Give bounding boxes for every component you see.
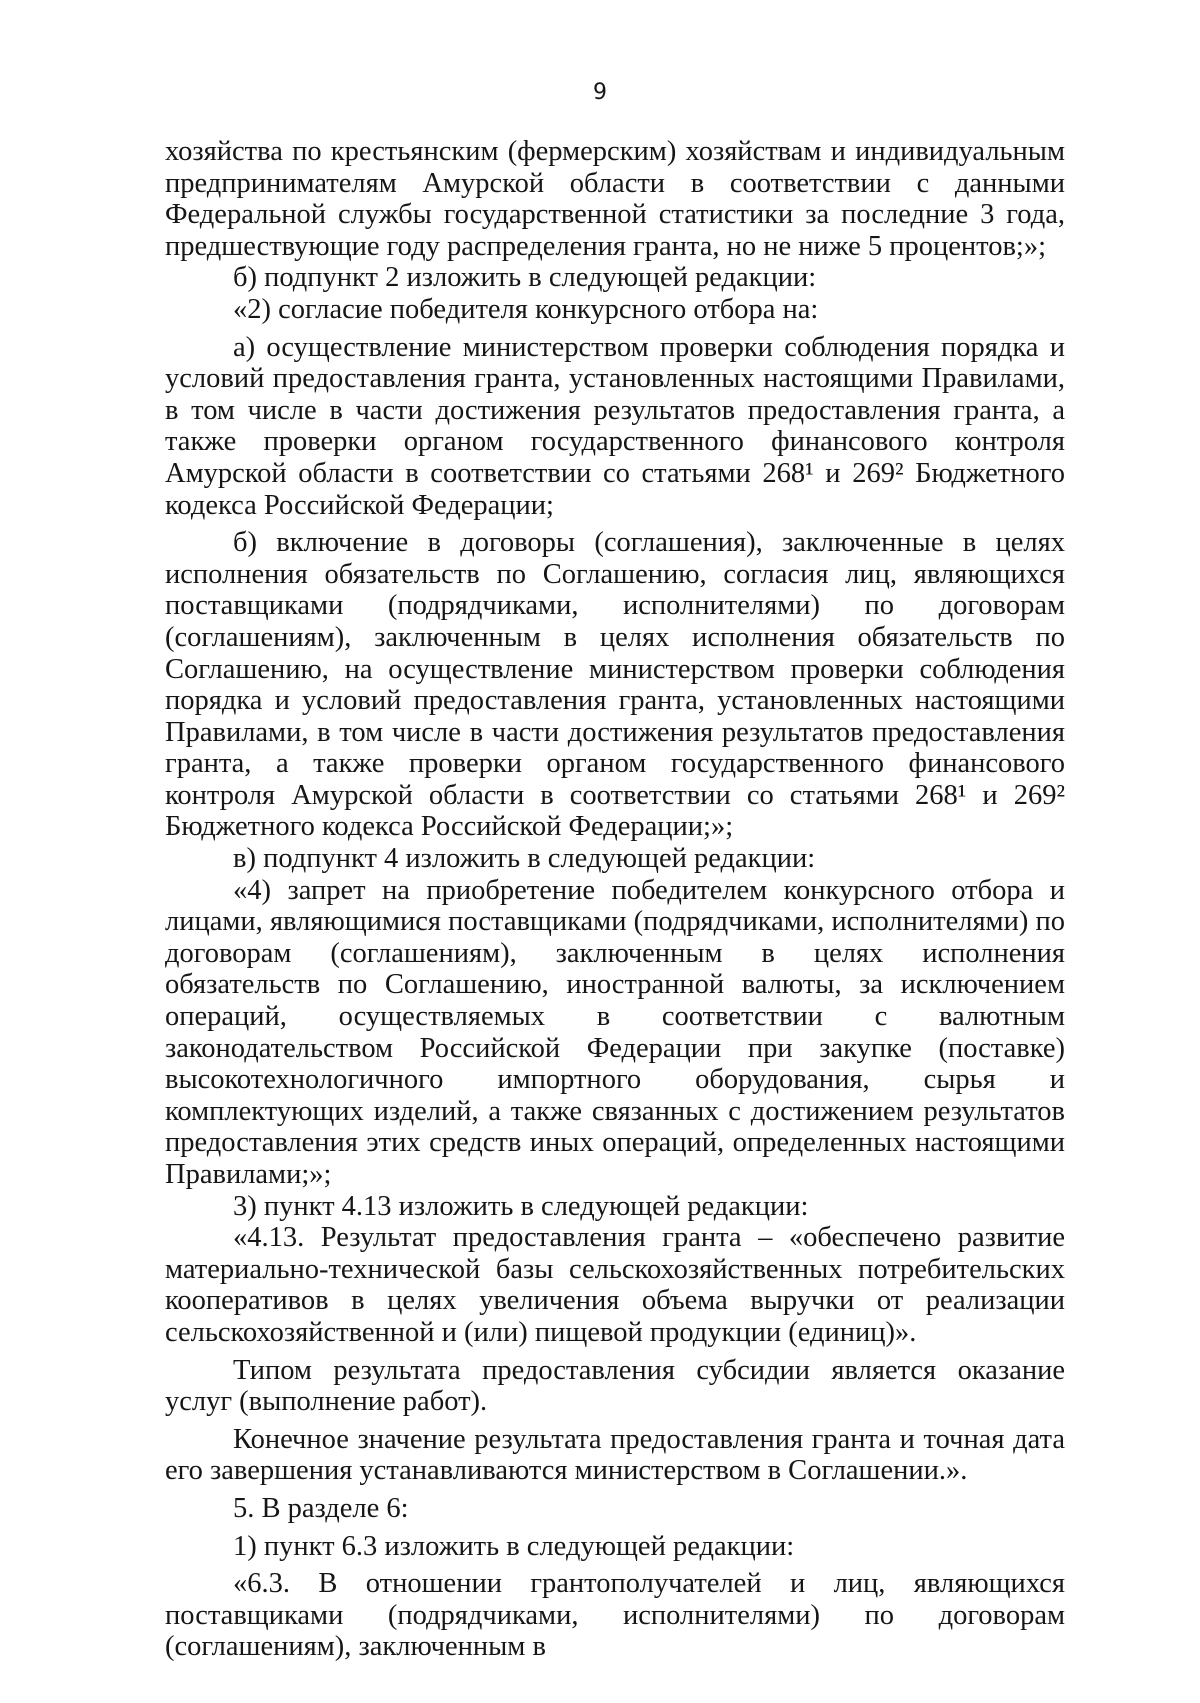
paragraph-11: Конечное значение результата предоставления гранта и точная дата его завершения устанавливаются министерством в Соглашении.». <box>165 1423 1065 1487</box>
paragraph-9: «4.13. Результат предоставления гранта – «обеспечено развитие материально-технической базы сельскохозяйственных потребительских кооперативов в целях увеличения объема выручки от реализации сельскохозяйственной и (или) пищевой продукции (единиц)». <box>165 1222 1065 1348</box>
paragraph-5: б) включение в договоры (соглашения), заключенные в целях исполнения обязательств по Соглашению, согласия лиц, являющихся поставщиками (подрядчиками, исполнителями) по договорам (соглашениям), заключенным в целях исполнения обязательств по Соглашению, на осуществление министерством проверки соблюдения порядка и условий предоставления гранта, установленных настоящими Правилами, в том числе в части достижения результатов предоставления гранта, а также проверки органом государственного финансового контроля Амурской области в соответствии со статьями 268¹ и 269² Бюджетного кодекса Российской Федерации;»; <box>165 527 1065 843</box>
paragraph-8: 3) пункт 4.13 изложить в следующей редакции: <box>233 1190 809 1222</box>
paragraph-4: а) осуществление министерством проверки соблюдения порядка и условий предоставления гранта, установленных настоящими Правилами, в том числе в части достижения результатов предоставления гранта, а также проверки органом государственного финансового контроля Амурской области в соответствии со статьями 268¹ и 269² Бюджетного кодекса Российской Федерации; <box>165 331 1065 521</box>
paragraph-3: «2) согласие победителя конкурсного отбора на: <box>233 293 819 325</box>
paragraph-12: 5. В разделе 6: <box>233 1492 409 1524</box>
paragraph-6: в) подпункт 4 изложить в следующей редакции: <box>233 843 816 875</box>
paragraph-10: Типом результата предоставления субсидии является оказание услуг (выполнение работ). <box>165 1354 1065 1418</box>
paragraph-13: 1) пункт 6.3 изложить в следующей редакции: <box>233 1530 795 1562</box>
paragraph-1: хозяйства по крестьянским (фермерским) хозяйствам и индивидуальным предпринимателям Амурской области в соответствии с данными Федеральной службы государственной статистики за последние 3 года, предшествующие году распределения гранта, но не ниже 5 процентов;»; <box>165 136 1065 262</box>
page-number: 9 <box>593 80 607 105</box>
document-body <box>165 136 1065 1663</box>
paragraph-14: «6.3. В отношении грантополучателей и лиц, являющихся поставщиками (подрядчиками, исполнителями) по договорам (соглашениям), заключенным в <box>165 1568 1065 1663</box>
paragraph-2: б) подпункт 2 изложить в следующей редакции: <box>233 262 817 294</box>
paragraph-7: «4) запрет на приобретение победителем конкурсного отбора и лицами, являющимися поставщиками (подрядчиками, исполнителями) по договорам (соглашениям), заключенным в целях исполнения обязательств по Соглашению, иностранной валюты, за исключением операций, осуществляемых в соответствии с валютным законодательством Российской Федерации при закупке (поставке) высокотехнологичного импортного оборудования, сырья и комплектующих изделий, а также связанных с достижением результатов предоставления этих средств иных операций, определенных настоящими Правилами;»; <box>165 874 1065 1190</box>
